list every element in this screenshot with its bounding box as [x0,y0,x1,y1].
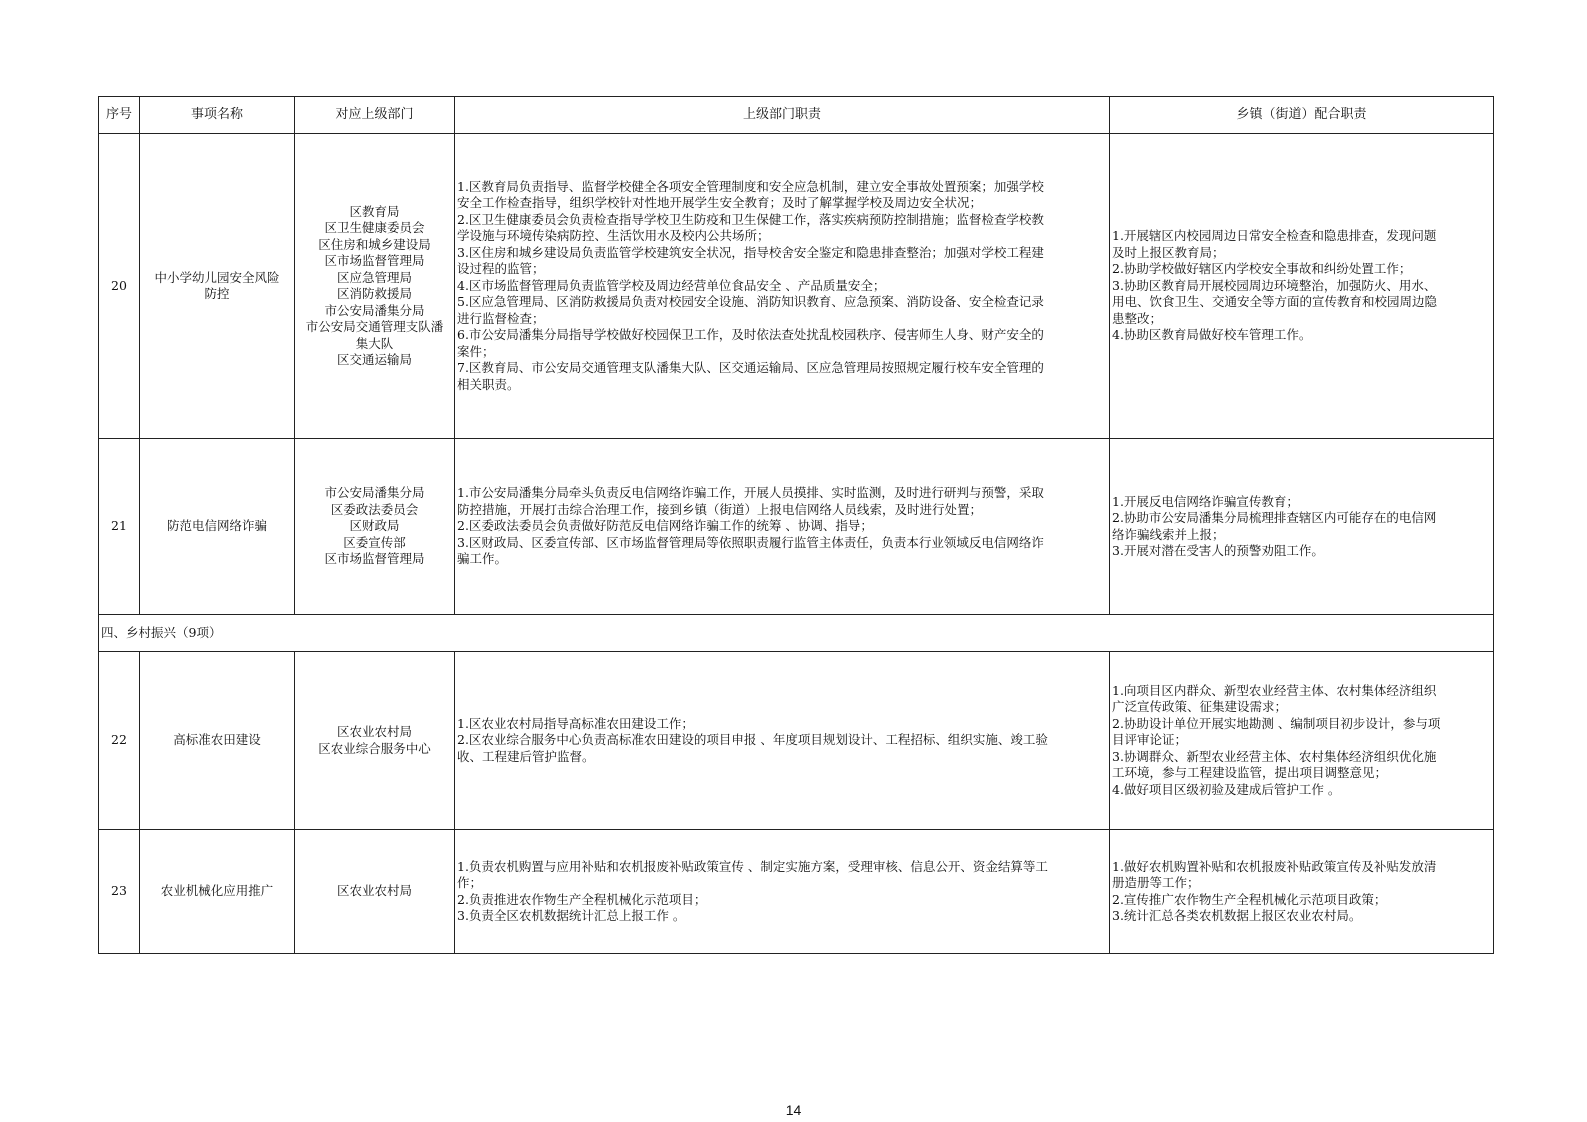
cell-line: 收、工程建后管护监督。 [457,748,595,764]
cell-line: 2.负责推进农作物生产全程机械化示范项目； [457,891,707,907]
cell-line: 市公安局交通管理支队潘 [305,319,444,334]
cell-line: 学设施与环境传染病防控、生活饮用水及校内公共场所； [457,228,770,244]
table-row [99,439,1494,615]
row-departments [295,439,455,615]
cell-line: 1.开展辖区内校园周边日常安全检查和隐患排查，发现问题 [1112,228,1437,244]
cell-line: 1.市公安局潘集分局牵头负责反电信网络诈骗工作，开展人员摸排、实时监测，及时进行研判与预警，采取 [457,485,1044,501]
cell-line: 3.区财政局、区委宣传部、区市场监督管理局等依照职责履行监管主体责任，负责本行业领域反电信网络诈 [457,534,1044,550]
cell-line: 区消防救援局 [336,286,412,301]
row-seq: 20 [99,134,140,439]
row-duties [455,134,1110,439]
row-item-name [140,134,295,439]
cell-line: 区委政法委员会 [330,501,419,517]
cell-line: 2.协助学校做好辖区内学校安全事故和纠纷处置工作； [1112,261,1412,277]
row-duties [455,652,1110,830]
cell-line: 4.协助区教育局做好校车管理工作。 [1112,327,1312,343]
cell-line: 目评审论证； [1112,732,1188,748]
cell-line: 区卫生健康委员会 [324,220,425,235]
row-duties [455,830,1110,954]
row-town-duties [1110,830,1494,954]
cell-line: 3.协助区教育局开展校园周边环境整治，加强防火、用水、 [1112,277,1437,293]
cell-line: 2.协助市公安局潘集分局梳理排查辖区内可能存在的电信网 [1112,510,1437,525]
cell-line: 设过程的监管； [457,261,545,277]
cell-line: 区应急管理局 [336,269,412,285]
page-number: 14 [785,1102,802,1118]
cell-line: 中小学幼儿园安全风险 [154,269,280,285]
cell-line: 集大队 [355,335,394,351]
cell-line: 区市场监督管理局 [324,253,425,268]
cell-line: 区农业农村局 [336,724,412,739]
cell-line: 1.做好农机购置补贴和农机报废补贴政策宣传及补贴发放清 [1112,858,1437,874]
cell-line: 1.区农业农村局指导高标准农田建设工作； [457,715,694,731]
row-town-duties [1110,134,1494,439]
row-departments [295,652,455,830]
table-row [99,830,1494,954]
header-name: 事项名称 [140,97,295,134]
responsibility-table [98,96,1494,954]
section-row [99,615,1494,652]
cell-line: 区交通运输局 [336,352,412,367]
header-duty: 上级部门职责 [455,97,1110,134]
cell-line: 4.做好项目区级初验及建成后管护工作 。 [1112,781,1341,797]
cell-line: 7.区教育局、市公安局交通管理支队潘集大队、区交通运输局、区应急管理局按照规定履行校车安全管理的 [457,360,1044,376]
cell-line: 农业机械化应用推广 [160,883,274,899]
cell-line: 高标准农田建设 [173,732,261,748]
cell-line: 案件； [457,343,495,359]
header-dept: 对应上级部门 [295,97,455,134]
cell-line: 用电、饮食卫生、交通安全等方面的宣传教育和校园周边隐 [1112,294,1438,310]
cell-line: 册造册等工作； [1112,875,1200,890]
row-item-name [140,439,295,615]
header-town: 乡镇（街道）配合职责 [1110,97,1494,134]
cell-line: 2.区卫生健康委员会负责检查指导学校卫生防疫和卫生保健工作，落实疾病预防控制措施；监督检查学校教 [457,211,1044,227]
section-title: 四、乡村振兴（9项） [99,615,1494,652]
cell-line: 5.区应急管理局、区消防救援局负责对校园安全设施、消防知识教育、应急预案、消防设备、安全检查记录 [457,294,1044,310]
header-row [99,97,1494,134]
cell-line: 患整改； [1112,310,1163,326]
row-item-name [140,830,295,954]
cell-line: 广泛宣传政策、征集建设需求； [1112,699,1288,715]
cell-line: 络诈骗线索并上报； [1112,526,1225,542]
cell-line: 区住房和城乡建设局 [318,236,431,252]
cell-line: 2.协助设计单位开展实地勘测 、编制项目初步设计，参与项 [1112,715,1441,731]
row-departments [295,134,455,439]
cell-line: 进行监督检查； [457,310,545,326]
cell-line: 1.向项目区内群众、新型农业经营主体、农村集体经济组织 [1112,682,1437,698]
cell-line: 市公安局潘集分局 [324,302,425,318]
cell-line: 1.开展反电信网络诈骗宣传教育； [1112,493,1299,509]
cell-line: 3.负责全区农机数据统计汇总上报工作 。 [457,908,686,923]
cell-line: 区教育局 [349,203,400,219]
cell-line: 作； [457,875,483,890]
cell-line: 2.区农业综合服务中心负责高标准农田建设的项目申报 、年度项目规划设计、工程招标、组织实施、竣工验 [457,732,1048,748]
row-town-duties [1110,439,1494,615]
cell-line: 3.统计汇总各类农机数据上报区农业农村局。 [1112,908,1362,923]
cell-line: 2.宣传推广农作物生产全程机械化示范项目政策； [1112,891,1387,907]
header-seq: 序号 [99,97,140,134]
row-departments [295,830,455,954]
table-row [99,652,1494,830]
cell-line: 工环境，参与工程建设监管，提出项目调整意见； [1112,765,1388,781]
cell-line: 防范电信网络诈骗 [166,518,267,534]
cell-line: 3.区住房和城乡建设局负责监管学校建筑安全状况，指导校舍安全鉴定和隐患排查整治；加强对学校工程建 [457,244,1044,260]
cell-line: 安全工作检查指导，组织学校针对性地开展学生安全教育；及时了解掌握学校及周边安全状况； [457,195,983,211]
cell-line: 1.负责农机购置与应用补贴和农机报废补贴政策宣传 、制定实施方案，受理审核、信息公开、资金结算等工 [457,858,1048,874]
cell-line: 3.开展对潜在受害人的预警劝阻工作。 [1112,543,1324,558]
row-seq: 23 [99,830,140,954]
row-seq: 22 [99,652,140,830]
cell-line: 4.区市场监督管理局负责监管学校及周边经营单位食品安全 、产品质量安全； [457,277,886,293]
table-row [99,134,1494,439]
cell-line: 防控措施，开展打击综合治理工作，接到乡镇（街道）上报电信网络人员线索，及时进行处置； [457,501,983,517]
cell-line: 市公安局潘集分局 [324,485,425,501]
row-seq: 21 [99,439,140,615]
cell-line: 骗工作。 [457,551,508,567]
cell-line: 1.区教育局负责指导、监督学校健全各项安全管理制度和安全应急机制，建立安全事故处置预案；加强学校 [457,178,1044,194]
row-item-name [140,652,295,830]
cell-line: 区农业综合服务中心 [318,740,431,756]
cell-line: 2.区委政法委员会负责做好防范反电信网络诈骗工作的统筹 、协调、指导； [457,518,873,534]
cell-line: 区财政局 [349,518,400,534]
cell-line: 及时上报区教育局； [1112,244,1225,260]
cell-line: 区农业农村局 [336,883,412,899]
row-duties [455,439,1110,615]
cell-line: 防控 [204,286,230,301]
row-town-duties [1110,652,1494,830]
cell-line: 区委宣传部 [343,534,406,550]
cell-line: 相关职责。 [457,376,520,392]
cell-line: 区市场监督管理局 [324,551,425,567]
cell-line: 3.协调群众、新型农业经营主体、农村集体经济组织优化施 [1112,748,1437,764]
cell-line: 6.市公安局潘集分局指导学校做好校园保卫工作，及时依法查处扰乱校园秩序、侵害师生人身、财产安全的 [457,327,1044,343]
